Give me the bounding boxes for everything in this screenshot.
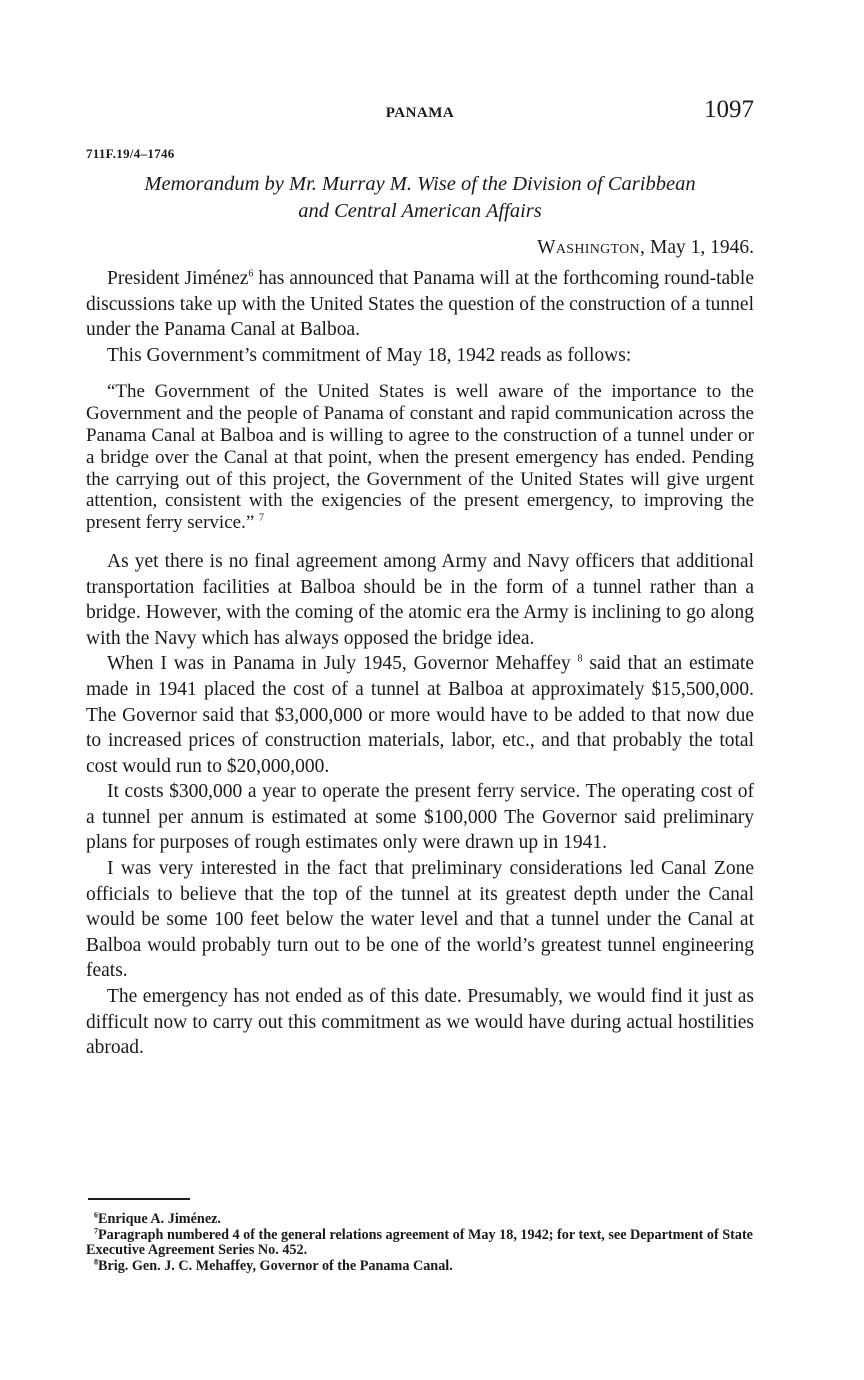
paragraph-1-text-start: President Jiménez	[107, 268, 249, 289]
page-number: 1097	[704, 96, 754, 123]
footnote-divider	[88, 1198, 190, 1200]
paragraph-1-text-end: has announced that Panama will at the forthcoming round-table discussions take up with the United States the question of the construction of a tunnel under the Panama Canal at Balboa.	[86, 268, 754, 341]
paragraph-4	[86, 651, 754, 779]
block-quote	[86, 381, 754, 534]
footnote-6	[86, 1212, 754, 1228]
footnote-ref-7: 7	[259, 512, 265, 524]
paragraph-7: The emergency has not ended as of this date. Presumably, we would find it just as difficult now to carry out this commitment as we would have during actual hostilities abroad.	[86, 986, 754, 1059]
footnote-mark: 7	[94, 1225, 98, 1235]
paragraph-2: This Government’s commitment of May 18, 1942 reads as follows:	[107, 344, 632, 366]
paragraph-6: I was very interested in the fact that preliminary considerations led Canal Zone officials to believe that the top of the tunnel at its greatest depth under the Canal would be some 100 feet below the water level and that a tunnel under the Canal at Balboa would probably turn out to be one of the world’s greatest tunnel engineering feats.	[86, 858, 754, 982]
footnote-7	[86, 1225, 754, 1259]
footnote-mark: 8	[94, 1256, 98, 1266]
dateline-place: Washington,	[537, 237, 646, 258]
dateline	[537, 237, 754, 259]
block-quote-text: “The Government of the United States is well aware of the importance to the Government and the people of Panama of constant and rapid communication across the Panama Canal at Balboa and is willing to agree to the construction of a tunnel under or a bridge over the Canal at that point, when the present emergency has ended. Pending the carrying out of this project, the Government of the United States will give urgent attention, consistent with the exigencies of the present emergency, to improving the present ferry service.”	[86, 381, 754, 534]
paragraph-5: It costs $300,000 a year to operate the present ferry service. The operating cost of a tunnel per annum is estimated at some $100,000 The Governor said preliminary plans for purposes of rough estimates only were drawn up in 1941.	[86, 781, 754, 854]
footnote-ref-6: 6	[248, 268, 254, 280]
footnote-text: Paragraph numbered 4 of the general relations agreement of May 18, 1942; for text, see Department of State Executive Agreement Series No. 452.	[86, 1226, 753, 1258]
paragraph-4-text-end: said that an estimate made in 1941 placed the cost of a tunnel at Balboa at approximately $15,500,000. The Governor said that $3,000,000 or more would have to be added to that now due to increased prices of construction materials, labor, etc., and that probably the total cost would run to $20,000,000.	[86, 653, 754, 777]
footnote-8	[86, 1256, 754, 1275]
footnote-text: Brig. Gen. J. C. Mehaffey, Governor of the Panama Canal.	[98, 1257, 453, 1274]
paragraph-1	[86, 266, 754, 343]
document-title-line-1: Memorandum by Mr. Murray M. Wise of the Division of Caribbean	[144, 173, 696, 195]
memorandum-body	[86, 266, 754, 1061]
footnote-ref-8: 8	[577, 653, 583, 665]
document-title	[86, 171, 754, 225]
document-title-line-2: and Central American Affairs	[298, 200, 542, 222]
footnote-text: Enrique A. Jiménez.	[98, 1211, 221, 1227]
footnote-mark: 6	[94, 1210, 98, 1220]
page-header	[86, 96, 754, 132]
footnotes	[86, 1212, 754, 1274]
dateline-date: May 1, 1946.	[645, 237, 754, 258]
paragraph-3: As yet there is no final agreement among Army and Navy officers that additional transportation facilities at Balboa should be in the form of a tunnel rather than a bridge. However, with the coming of the atomic era the Army is inclining to go along with the Navy which has always opposed the bridge idea.	[86, 550, 754, 649]
paragraph-4-text-start: When I was in Panama in July 1945, Governor Mehaffey	[107, 653, 571, 675]
file-number: 711F.19/4–1746	[86, 146, 175, 161]
running-title: PANAMA	[385, 105, 455, 121]
